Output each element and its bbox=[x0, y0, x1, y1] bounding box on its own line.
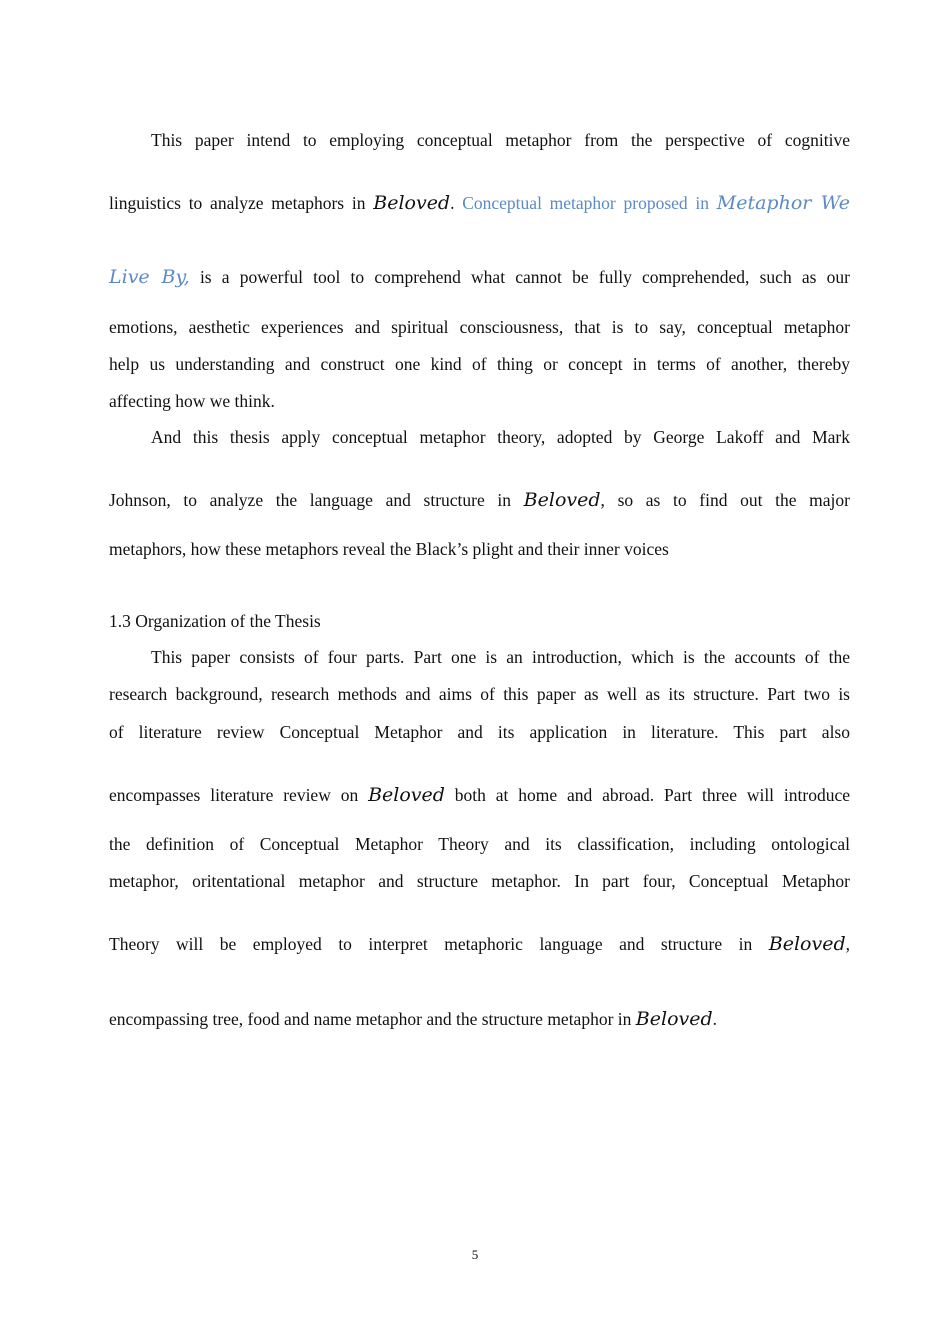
text: And this thesis apply conceptual metaphor theory, adopted by George Lakoff and Mark bbox=[151, 427, 850, 447]
text: . bbox=[712, 1009, 718, 1029]
p3-line-7 bbox=[109, 932, 850, 956]
text: research background, research methods and aims of this paper as well as its structure. Part two is bbox=[109, 684, 850, 704]
p1-line-1 bbox=[109, 128, 850, 152]
p3-line-3 bbox=[109, 720, 850, 744]
text: encompasses literature review on bbox=[109, 785, 369, 805]
p2-line-3 bbox=[109, 537, 850, 561]
text: emotions, aesthetic experiences and spiritual consciousness, that is to say, conceptual metaphor bbox=[109, 317, 850, 337]
text: both at home and abroad. Part three will introduce bbox=[444, 785, 850, 805]
text: help us understanding and construct one kind of thing or concept in terms of another, thereby bbox=[109, 354, 850, 374]
text: affecting how we think. bbox=[109, 391, 275, 411]
text: . bbox=[450, 193, 455, 213]
p1-line-6 bbox=[109, 389, 850, 413]
p2-line-2 bbox=[109, 488, 850, 512]
text: , so as to find out the major bbox=[600, 490, 850, 510]
p2-line-1 bbox=[109, 425, 850, 449]
text: of literature review Conceptual Metaphor and its application in literature. This part also bbox=[109, 722, 850, 742]
book-title-beloved: Beloved bbox=[635, 1008, 713, 1030]
book-title-beloved: Beloved bbox=[768, 933, 846, 955]
book-title-beloved: Beloved bbox=[523, 489, 601, 511]
text: is a powerful tool to comprehend what cannot be fully comprehended, such as our bbox=[189, 267, 850, 287]
p1-line-2 bbox=[109, 191, 850, 215]
book-title-metaphor-we-live-by: Metaphor We bbox=[716, 192, 850, 214]
text: the definition of Conceptual Metaphor Theory and its classification, including ontological bbox=[109, 834, 850, 854]
p3-line-1 bbox=[109, 645, 850, 669]
p3-line-4 bbox=[109, 783, 850, 807]
section-heading: 1.3 Organization of the Thesis bbox=[109, 611, 321, 631]
book-title-beloved: Beloved bbox=[368, 784, 445, 806]
p3-line-8 bbox=[109, 1007, 850, 1031]
text: , bbox=[845, 934, 850, 954]
p1-line-3 bbox=[109, 265, 850, 289]
text: metaphor, oritentational metaphor and structure metaphor. In part four, Conceptual Metaphor bbox=[109, 871, 850, 891]
book-title-metaphor-we-live-by: Live By, bbox=[109, 266, 190, 288]
text: metaphors, how these metaphors reveal the Black’s plight and their inner voices bbox=[109, 539, 669, 559]
page-number: 5 bbox=[471, 1247, 479, 1262]
highlighted-text: Conceptual metaphor proposed in bbox=[454, 193, 717, 213]
p3-line-2 bbox=[109, 682, 850, 706]
p3-line-5 bbox=[109, 832, 850, 856]
p3-line-6 bbox=[109, 869, 850, 893]
book-title-beloved: Beloved bbox=[373, 192, 451, 214]
text: Johnson, to analyze the language and structure in bbox=[109, 490, 524, 510]
text: encompassing tree, food and name metaphor and the structure metaphor in bbox=[109, 1009, 636, 1029]
text: This paper intend to employing conceptual metaphor from the perspective of cognitive bbox=[151, 130, 850, 150]
p1-line-5 bbox=[109, 352, 850, 376]
text: linguistics to analyze metaphors in bbox=[109, 193, 374, 213]
text: Theory will be employed to interpret metaphoric language and structure in bbox=[109, 934, 769, 954]
text: This paper consists of four parts. Part one is an introduction, which is the accounts of the bbox=[151, 647, 850, 667]
p1-line-4 bbox=[109, 315, 850, 339]
